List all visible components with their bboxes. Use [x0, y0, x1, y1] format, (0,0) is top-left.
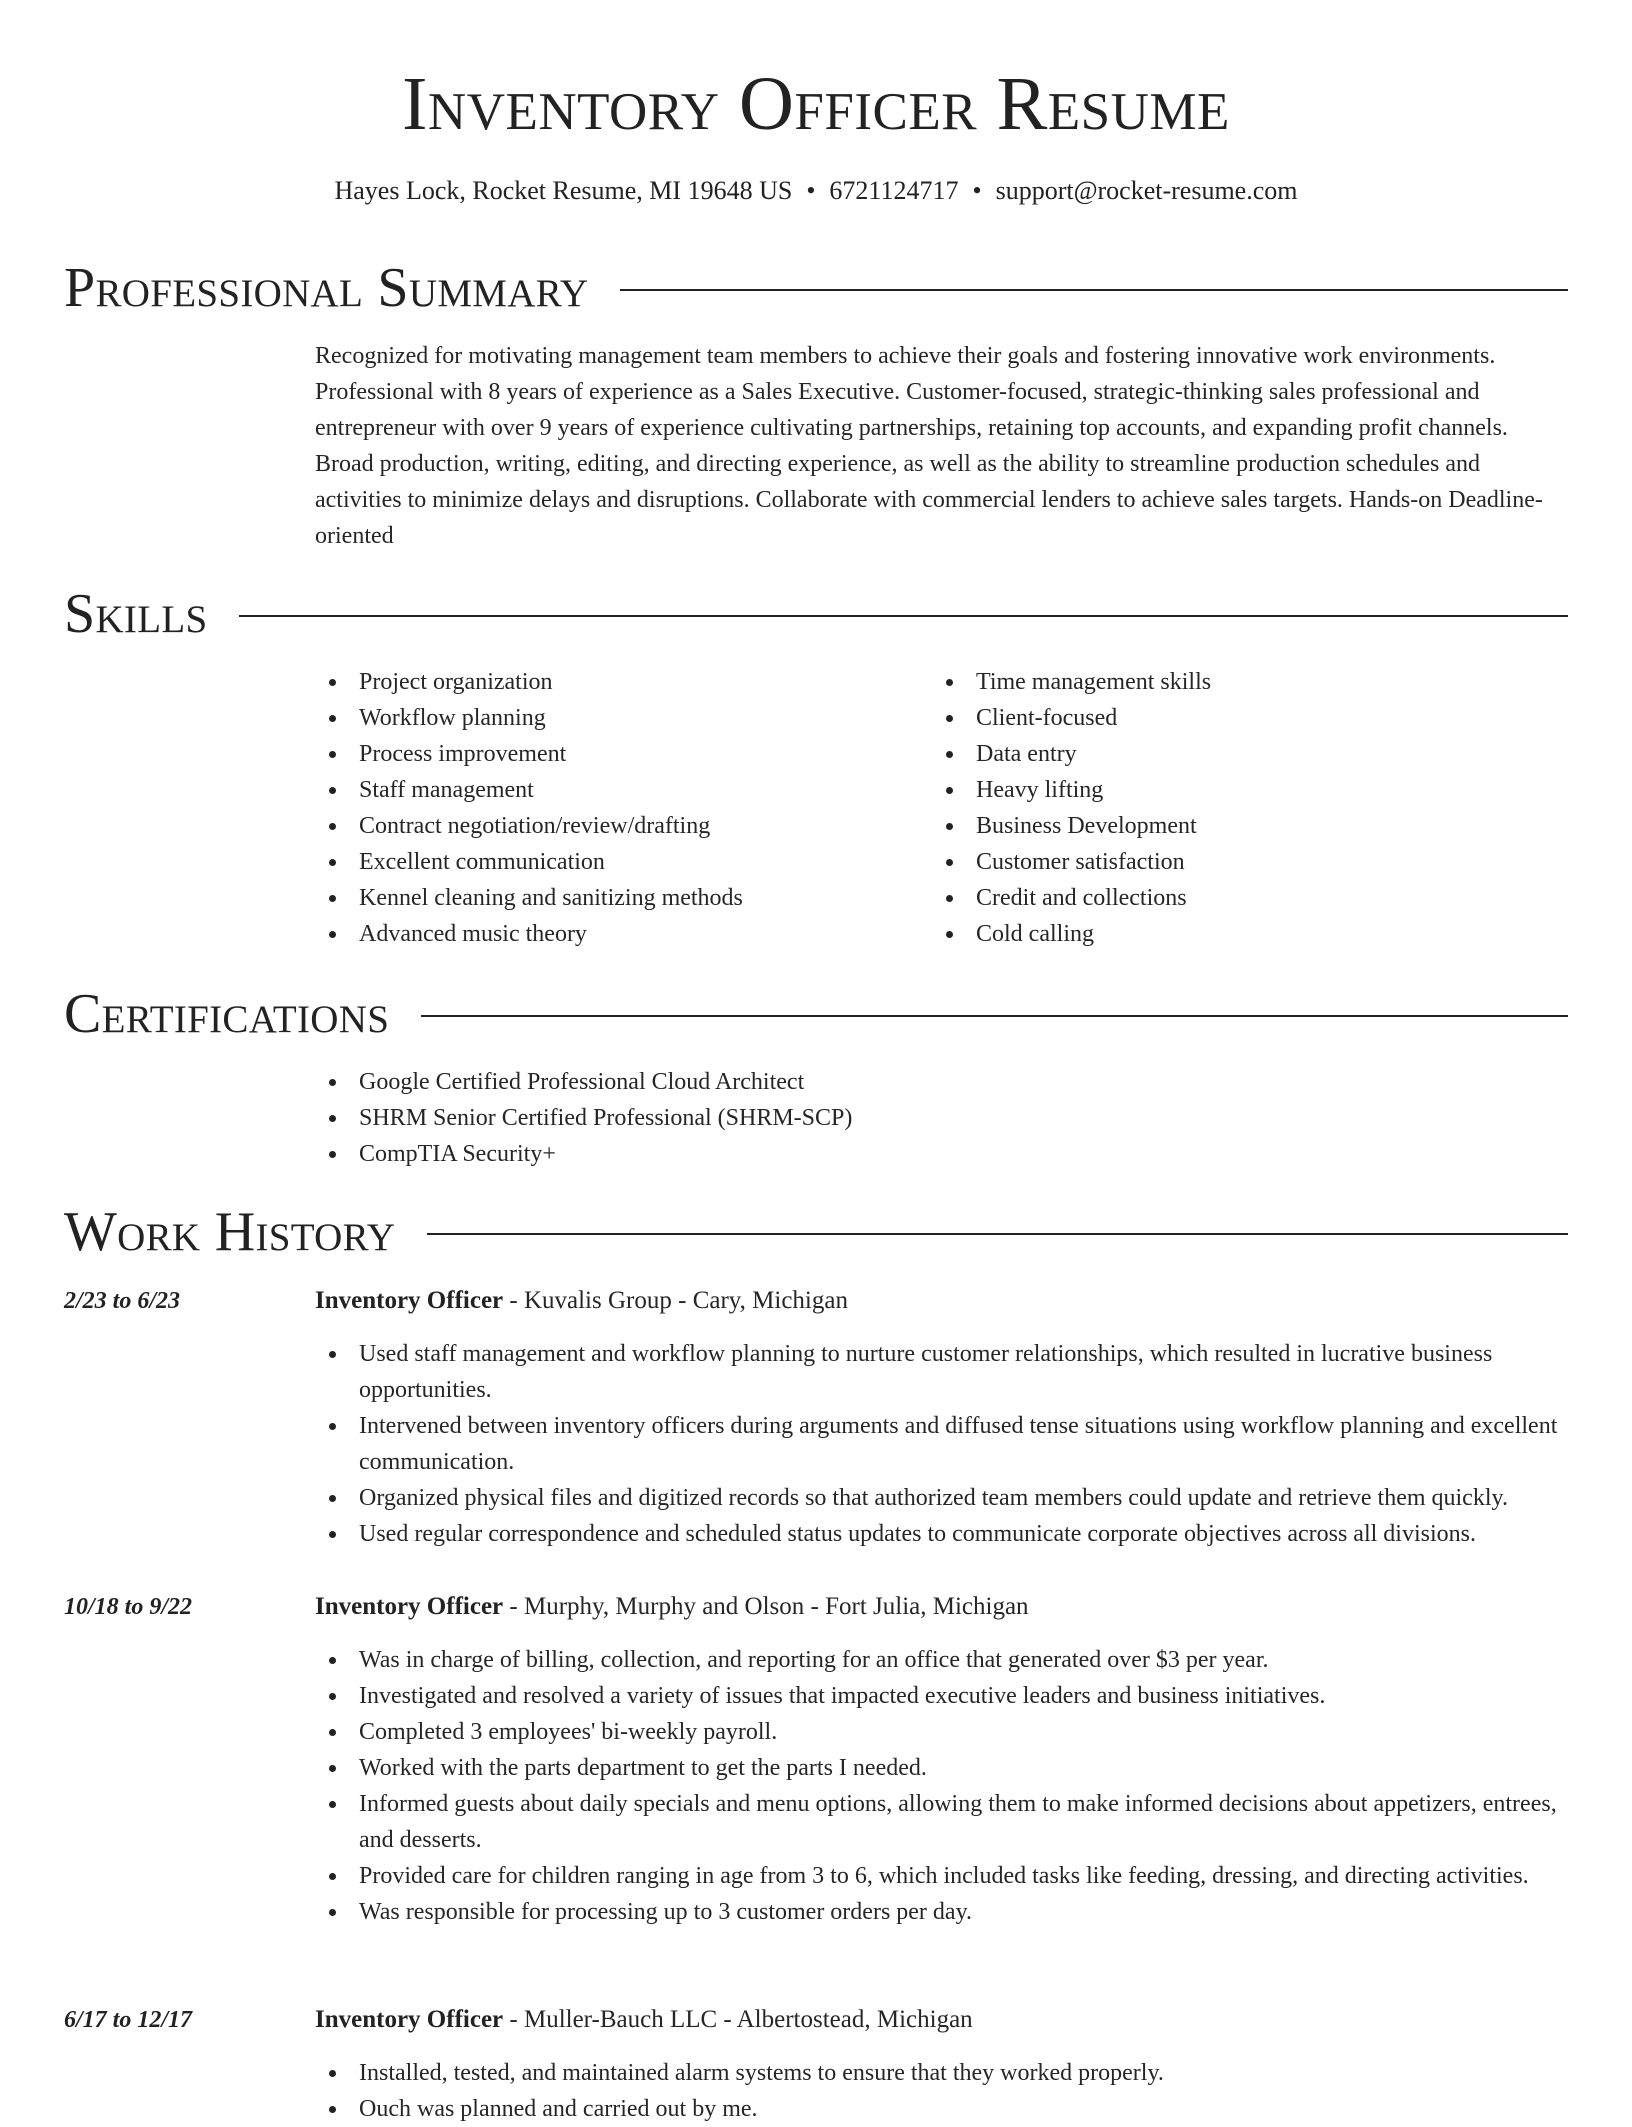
section-certifications-header — [64, 982, 1568, 1046]
certification-item: CompTIA Security+ — [315, 1136, 1568, 1172]
job-bullet: Installed, tested, and maintained alarm systems to ensure that they worked properly. — [315, 2055, 1568, 2091]
section-work-title: Work History — [64, 1201, 396, 1263]
skill-item: Process improvement — [315, 736, 915, 772]
job-bullet: Was in charge of billing, collection, and reporting for an office that generated over $3 per year. — [315, 1642, 1568, 1678]
section-divider — [239, 615, 1568, 617]
skill-item: Business Development — [932, 808, 1532, 844]
contact-separator: • — [972, 176, 982, 205]
section-summary-title: Professional Summary — [64, 257, 589, 319]
job-bullet: Used regular correspondence and scheduled status updates to communicate corporate objectives across all divisions. — [315, 1516, 1568, 1552]
skill-item: Excellent communication — [315, 844, 915, 880]
job-title: Inventory Officer — [315, 1287, 504, 1314]
job-bullet: Provided care for children ranging in age from 3 to 6, which included tasks like feeding, dressing, and directing activities. — [315, 1858, 1568, 1894]
skills-column-right — [932, 664, 1532, 952]
certifications-block — [315, 1064, 1568, 1172]
section-skills-header — [64, 582, 1568, 646]
section-summary-header — [64, 256, 1568, 320]
skill-item: Advanced music theory — [315, 916, 915, 952]
skill-item: Contract negotiation/review/drafting — [315, 808, 915, 844]
job-bullet: Intervened between inventory officers during arguments and diffused tense situations using workflow planning and excellent communication. — [315, 1408, 1568, 1480]
job-dates: 6/17 to 12/17 — [64, 2007, 193, 2033]
job-bullet: Informed guests about daily specials and menu options, allowing them to make informed decisions about appetizers, entrees, and desserts. — [315, 1786, 1568, 1858]
skill-item: Project organization — [315, 664, 915, 700]
job-dates: 2/23 to 6/23 — [64, 1288, 181, 1314]
section-certifications-title: Certifications — [64, 983, 390, 1045]
resume-title: Inventory Officer Resume — [402, 62, 1230, 146]
job-bullet: Investigated and resolved a variety of issues that impacted executive leaders and business initiatives. — [315, 1678, 1568, 1714]
certification-item: Google Certified Professional Cloud Architect — [315, 1064, 1568, 1100]
job-company: - Murphy, Murphy and Olson - Fort Julia, Michigan — [503, 1593, 1029, 1620]
skill-item: Client-focused — [932, 700, 1532, 736]
skill-item: Staff management — [315, 772, 915, 808]
skill-item: Time management skills — [932, 664, 1532, 700]
job-bullet: Worked with the parts department to get the parts I needed. — [315, 1750, 1568, 1786]
summary-text: Recognized for motivating management team members to achieve their goals and fostering innovative work environments. Professional with 8 years of experience as a Sales Executive. Customer-focused, strategic-thinking sales professional and entrepreneur with over 9 years of experience cultivating partnerships, retaining top accounts, and expanding profit channels. Broad production, writing, editing, and directing experience, as well as the ability to streamline production schedules and activities to minimize delays and disruptions. Collaborate with commercial lenders to achieve sales targets. Hands-on Deadline-oriented — [315, 343, 1543, 549]
job-bullets — [315, 1336, 1568, 1552]
job-bullets — [315, 2055, 1568, 2127]
skill-item: Kennel cleaning and sanitizing methods — [315, 880, 915, 916]
skills-column-left — [315, 664, 915, 952]
skills-list-left — [315, 664, 915, 952]
section-skills-title: Skills — [64, 583, 208, 645]
contact-address: Hayes Lock, Rocket Resume, MI 19648 US — [334, 176, 793, 205]
section-divider — [421, 1015, 1568, 1017]
job-bullet: Was responsible for processing up to 3 customer orders per day. — [315, 1894, 1568, 1930]
contact-separator: • — [806, 176, 816, 205]
job-bullet: Completed 3 employees' bi-weekly payroll. — [315, 1714, 1568, 1750]
section-divider — [620, 289, 1568, 291]
job-company: - Muller-Bauch LLC - Albertostead, Michigan — [503, 2006, 973, 2033]
job-bullets — [315, 1642, 1568, 1930]
skill-item: Data entry — [932, 736, 1532, 772]
skill-item: Heavy lifting — [932, 772, 1532, 808]
contact-phone: 6721124717 — [829, 176, 959, 205]
section-divider — [427, 1233, 1568, 1235]
skill-item: Customer satisfaction — [932, 844, 1532, 880]
job-bullet: Used staff management and workflow planning to nurture customer relationships, which resulted in lucrative business opportunities. — [315, 1336, 1568, 1408]
skill-item: Workflow planning — [315, 700, 915, 736]
job-bullet: Ouch was planned and carried out by me. — [315, 2091, 1568, 2127]
section-work-header — [64, 1200, 1568, 1264]
job-role-line — [315, 1283, 1568, 1319]
skills-list-right — [932, 664, 1532, 952]
job-role-line — [315, 1589, 1568, 1625]
job-title: Inventory Officer — [315, 2006, 504, 2033]
job-dates: 10/18 to 9/22 — [64, 1594, 193, 1620]
skill-item: Cold calling — [932, 916, 1532, 952]
certifications-list — [315, 1064, 1568, 1172]
certification-item: SHRM Senior Certified Professional (SHRM-SCP) — [315, 1100, 1568, 1136]
job-title: Inventory Officer — [315, 1593, 504, 1620]
skill-item: Credit and collections — [932, 880, 1532, 916]
contact-line — [0, 174, 1632, 208]
job-bullet: Organized physical files and digitized records so that authorized team members could update and retrieve them quickly. — [315, 1480, 1568, 1516]
contact-email: support@rocket-resume.com — [995, 176, 1298, 205]
job-role-line — [315, 2002, 1568, 2038]
job-company: - Kuvalis Group - Cary, Michigan — [503, 1287, 848, 1314]
